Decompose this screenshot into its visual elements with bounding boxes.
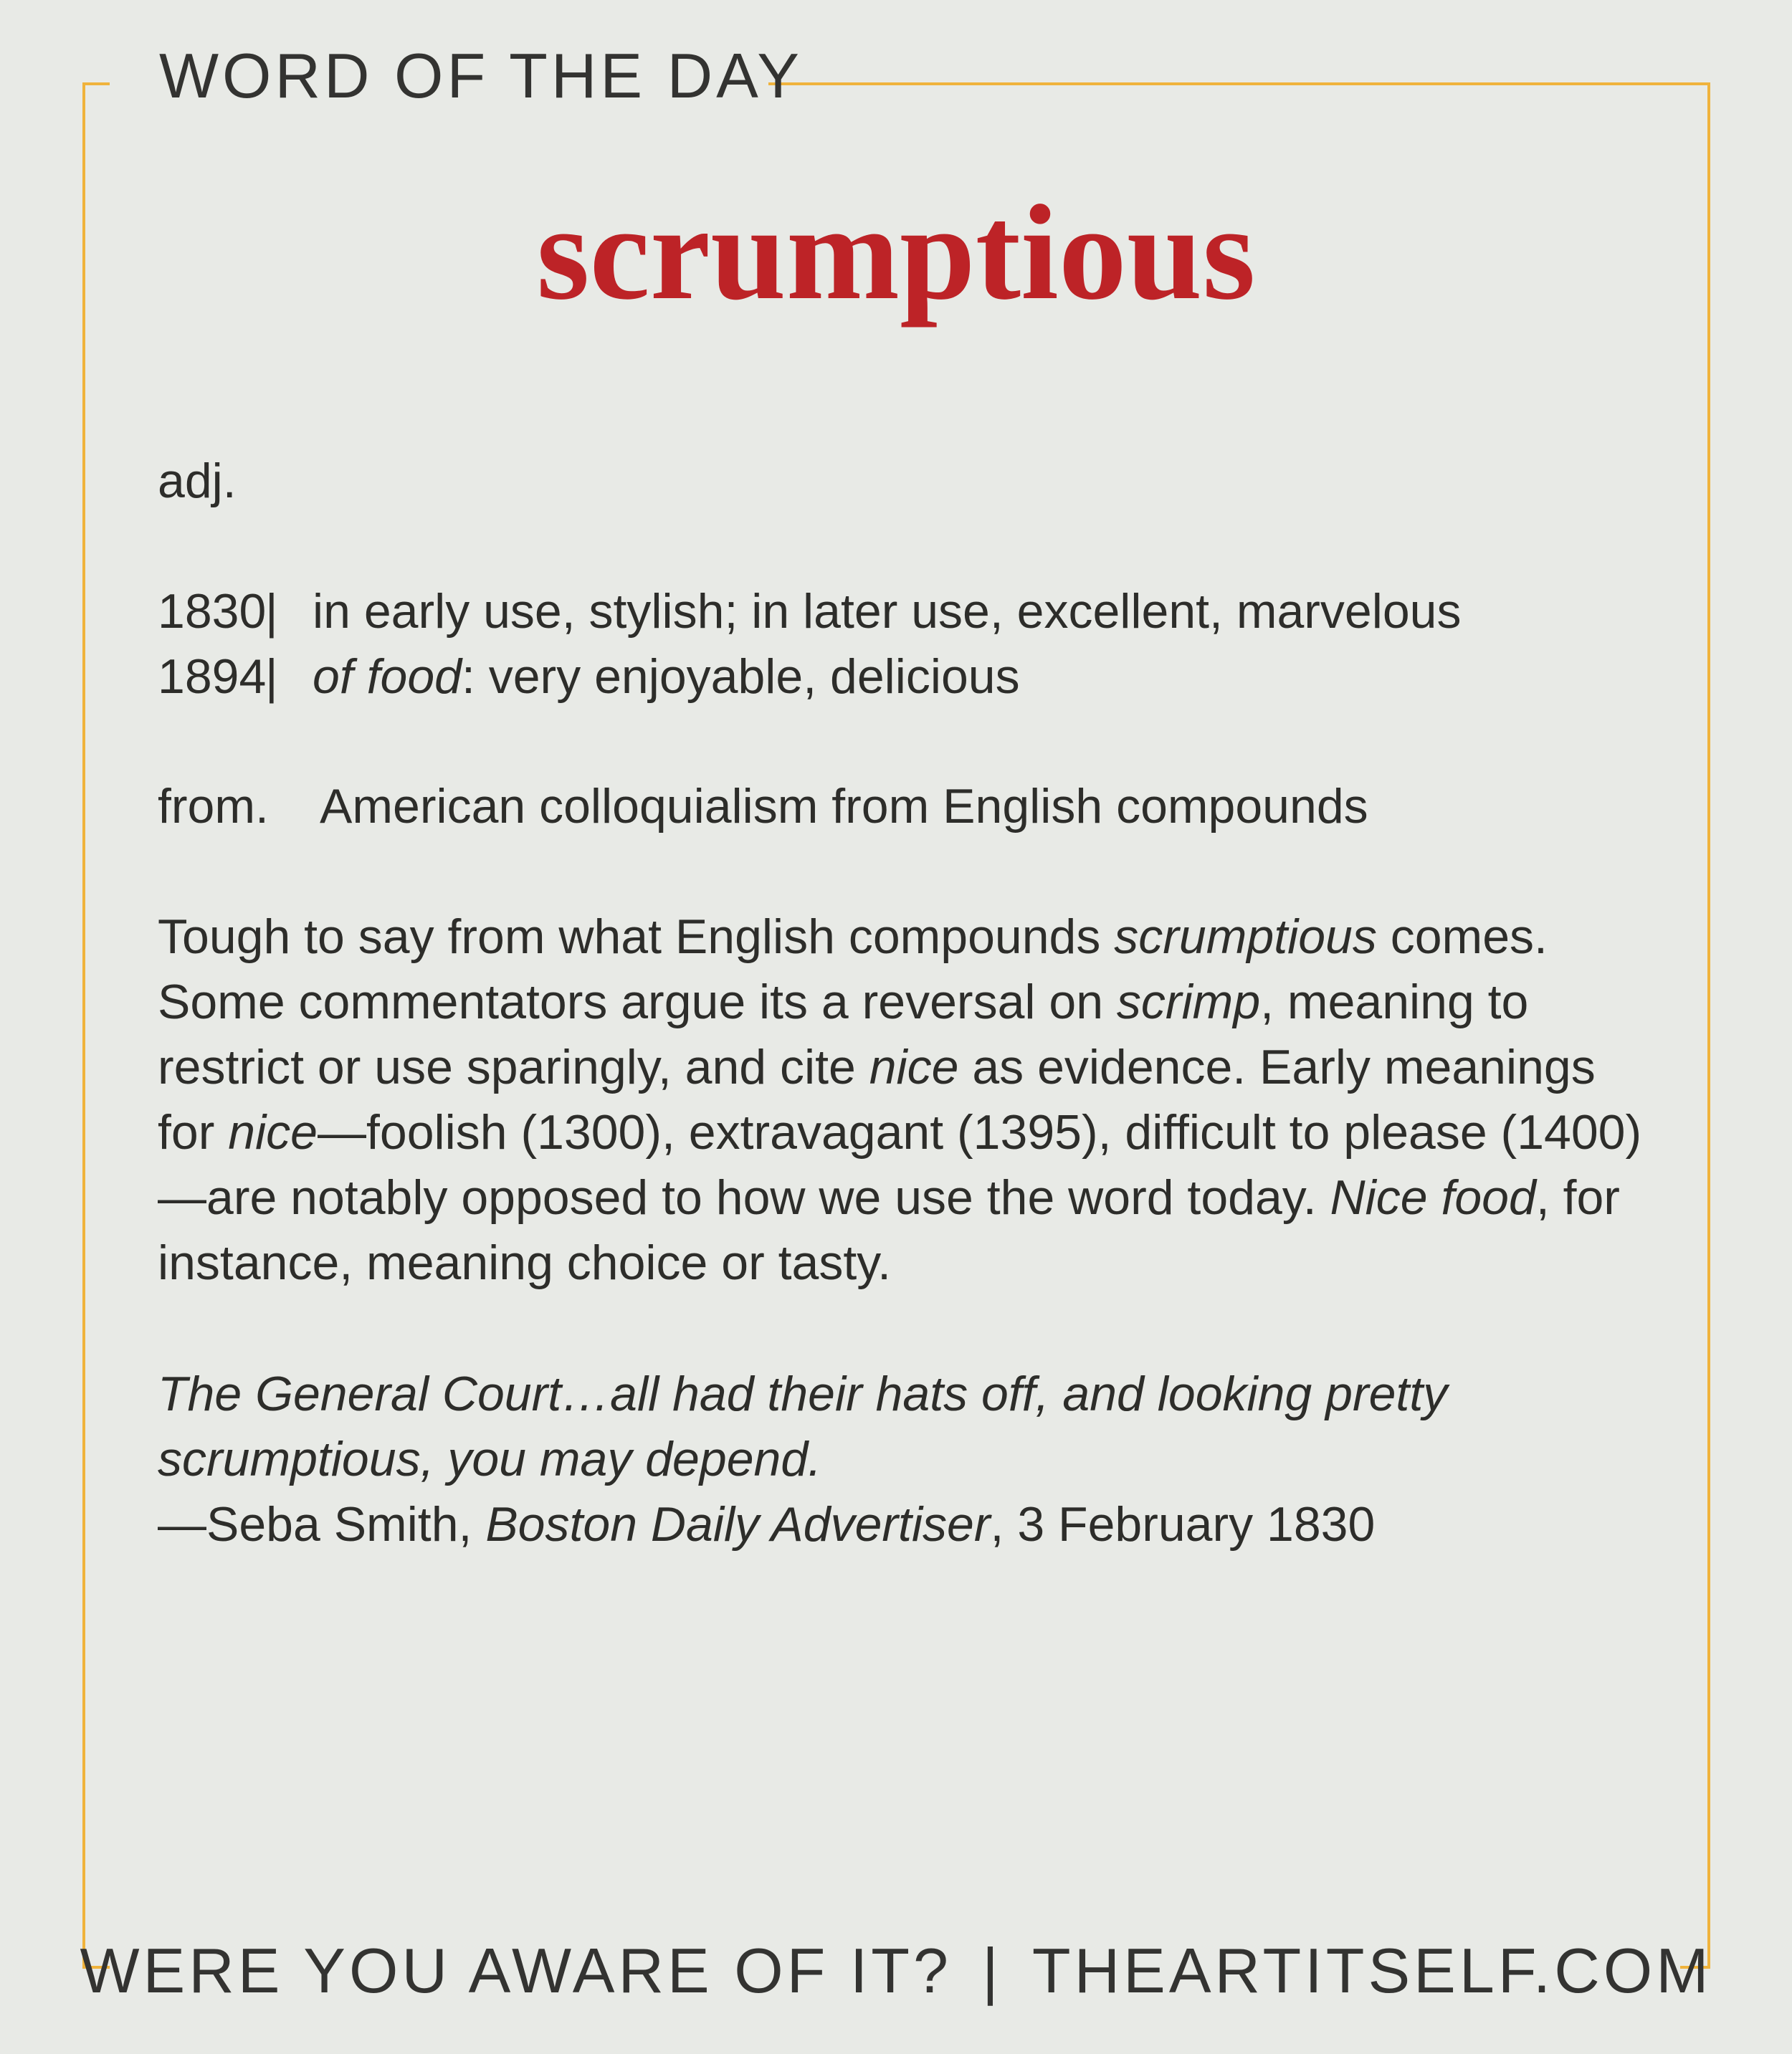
essay-text: Tough to say from what English compounds <box>158 909 1115 964</box>
essay-text: as evidence. Early meanings for <box>158 1040 1596 1160</box>
sense-label: of food <box>313 649 462 704</box>
sense-year: 1830 <box>158 584 267 639</box>
citation-date: , 3 February 1830 <box>990 1497 1376 1552</box>
footer-site-link[interactable]: THEARTITSELF.COM <box>1031 1935 1712 2006</box>
frame-right-line <box>1707 82 1710 1969</box>
essay-emphasis: nice <box>228 1105 318 1160</box>
footer-question: WERE YOU AWARE OF IT? <box>80 1935 952 2006</box>
frame-left-line <box>82 82 85 1969</box>
usage-quote <box>158 1362 1670 1557</box>
essay-emphasis: scrimp <box>1116 975 1261 1029</box>
sense-item <box>158 644 1670 710</box>
senses-list <box>158 579 1670 710</box>
frame-top-left-line <box>82 82 110 85</box>
etymology <box>158 774 1670 839</box>
quote-citation <box>158 1492 1670 1557</box>
essay-emphasis: Nice food <box>1330 1170 1536 1225</box>
headword: scrumptious <box>536 178 1256 328</box>
quote-text: The General Court…all had their hats off, and looking pretty scrumptious, you may depend. <box>158 1367 1448 1486</box>
etymology-label: from. <box>158 779 269 833</box>
footer <box>0 1935 1792 2006</box>
essay-text: , for instance, meaning choice or tasty. <box>158 1170 1620 1290</box>
sense-item <box>158 579 1670 644</box>
sense-definition: : very enjoyable, delicious <box>461 649 1020 704</box>
page-title: WORD OF THE DAY <box>159 40 803 111</box>
essay-text: comes. Some commentators argue its a reversal on <box>158 909 1548 1029</box>
sense-definition: in early use, stylish; in later use, excellent, marvelous <box>313 584 1462 639</box>
citation-author: —Seba Smith, <box>158 1497 486 1552</box>
sense-year: 1894 <box>158 649 267 704</box>
citation-publication: Boston Daily Advertiser <box>485 1497 991 1552</box>
essay-emphasis: nice <box>869 1040 959 1094</box>
sense-separator: | <box>265 584 278 639</box>
frame-top-right-line <box>768 82 1710 85</box>
footer-separator: | <box>982 1935 1002 2006</box>
part-of-speech: adj. <box>158 454 237 508</box>
essay-paragraph <box>158 904 1663 1296</box>
essay-text: , meaning to restrict or use sparingly, and cite <box>158 975 1529 1094</box>
essay-emphasis: scrumptious <box>1114 909 1377 964</box>
sense-separator: | <box>265 649 278 704</box>
essay-text: —foolish (1300), extravagant (1395), difficult to please (1400)—are notably opposed to how we use the word today. <box>158 1105 1642 1225</box>
etymology-text: American colloquialism from English compounds <box>320 779 1368 833</box>
